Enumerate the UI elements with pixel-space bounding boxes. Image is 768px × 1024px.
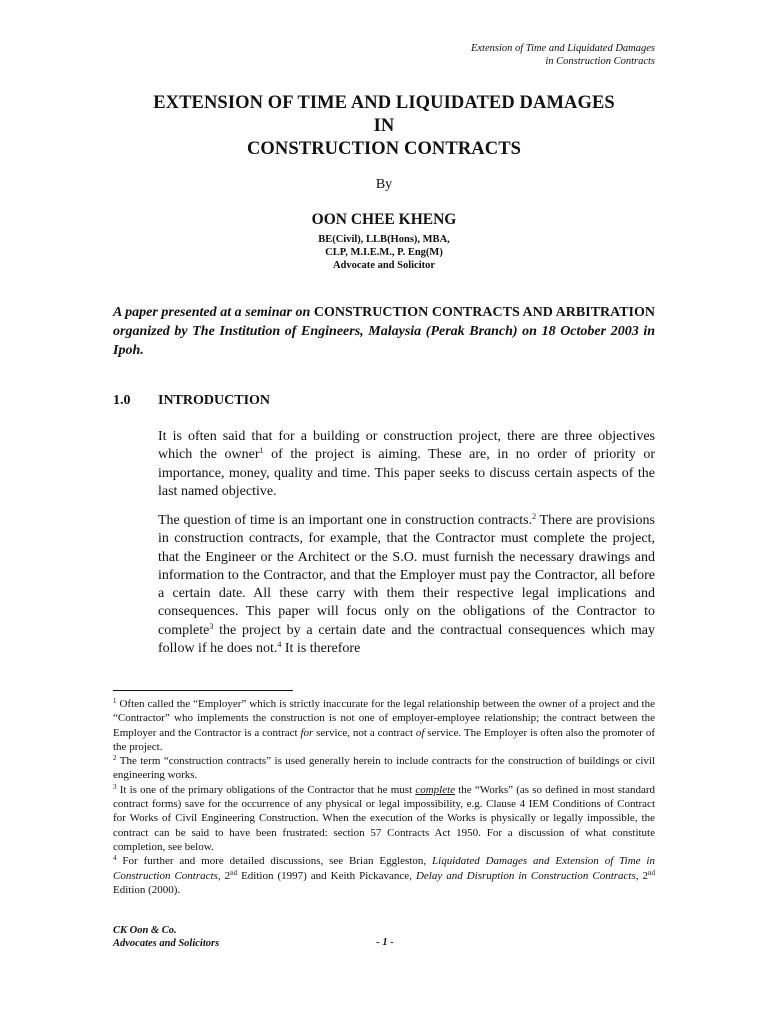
footnote-3 (113, 783, 655, 854)
footnote-1-number: 1 (113, 697, 117, 705)
footnote-4-ordinal-1: nd (230, 868, 238, 877)
paragraph-1-text-a: It is often said that for a building or construction project, there are three objectives which the owner (158, 429, 655, 463)
footnote-ref-4: 4 (277, 640, 282, 650)
by-line: By (375, 177, 393, 192)
title-line-1: EXTENSION OF TIME AND LIQUIDATED DAMAGES (153, 93, 615, 113)
footer-firm (113, 924, 219, 950)
section-number: 1.0 (113, 393, 131, 408)
footnotes (113, 697, 655, 897)
author-credentials (0, 233, 768, 272)
footnote-1-text-a: Often called the “Employer” which is strictly inaccurate for the legal relationship between the owner of a project and the “Contractor” who implements the construction is not one of employer-employee relationship; the contract between the Employer and the Contractor is a contract (113, 698, 655, 739)
running-header-line-2: in Construction Contracts (545, 56, 655, 67)
footnote-1-italic-for: for (300, 726, 314, 739)
abstract-text-1: A paper presented at a seminar on (113, 305, 314, 320)
footnote-4-book-title-2: Delay and Disruption in Construction Contracts (415, 869, 636, 882)
credentials-line-3: Advocate and Solicitor (332, 260, 436, 271)
footnote-4-text-e: Edition (2000). (113, 883, 181, 896)
paragraph-2-text-d: It is therefore (281, 641, 361, 657)
footnote-3-text-a: It is one of the primary obligations of the Contractor that he must (116, 783, 416, 796)
credentials-line-2: CLP, M.I.E.M., P. Eng(M) (325, 247, 443, 258)
footnote-4-text-c: Edition (1997) and Keith Pickavance, (237, 869, 416, 882)
paragraph-2-text-b: There are provisions in construction contracts, for example, that the Contractor must complete the project, that the Engineer or the Architect or the S.O. must furnish the necessary drawings and information to the Contractor, and that the Employer must pay the Contractor, all before a certain date. All these carry with them their respective legal implications and consequences. This paper will focus only on the obligations of the Contractor to complete (158, 513, 655, 638)
footnote-4-text-a: For further and more detailed discussions, see Brian Eggleston, (116, 855, 433, 868)
footer-firm-subtitle: Advocates and Solicitors (113, 938, 220, 949)
footnote-ref-2: 2 (532, 512, 537, 521)
footnote-4-book-title-1: Liquidated Damages and Extension of Time in Construction Contracts (113, 855, 655, 882)
title-line-3: CONSTRUCTION CONTRACTS (246, 139, 522, 159)
page-number: - 1 - (376, 937, 394, 948)
section-heading (113, 393, 653, 409)
paragraph-1-text-b: of the project is aiming. These are, in no order of priority or importance, money, quality and time. This paper seeks to discuss certain aspects of the last named objective. (158, 447, 655, 499)
footnote-ref-3: 3 (209, 621, 214, 631)
footnote-1-text-b: service, not a contract (313, 726, 416, 739)
footnote-2-number: 2 (113, 754, 117, 763)
footnote-3-number: 3 (113, 782, 117, 791)
footnote-4 (113, 854, 655, 897)
footnote-3-underlined-complete: complete (415, 783, 456, 796)
footnote-4-text-d: , 2 (635, 869, 649, 882)
footnote-2-text: The term “construction contracts” is used generally herein to include contracts for the construction of buildings or civil engineering works. (113, 755, 655, 782)
section-title: INTRODUCTION (158, 393, 271, 408)
paragraph-2-text-a: The question of time is an important one in construction contracts. (158, 513, 533, 528)
footnote-2 (113, 754, 655, 783)
footnote-1-italic-of: of (415, 726, 425, 739)
paragraph-1 (158, 428, 655, 501)
footnote-4-ordinal-2: nd (648, 868, 656, 877)
footnote-3-text-b: the “Works” (as so defined in most standard contract forms) save for the occurrence of any physical or legal impossibility, e.g. Clause 4 IEM Conditions of Contract for Works of Civil Engineering Construction. When the execution of the Works is physically or legally impossible, the contract can be said to have been frustrated: section 57 Contracts Act 1950. For a discussion of what constitute completion, see below. (113, 783, 656, 853)
running-header (0, 42, 655, 68)
footnote-1 (113, 697, 655, 754)
document-title (0, 92, 768, 161)
footnote-1-text-c: service. The Employer is often also the promoter of the project. (113, 726, 655, 753)
footnote-4-text-b: , 2 (217, 869, 231, 882)
footer-firm-name: CK Oon & Co. (113, 925, 177, 936)
credentials-line-1: BE(Civil), LLB(Hons), MBA, (318, 234, 450, 245)
title-line-2: IN (373, 116, 395, 136)
abstract-statement (113, 303, 655, 360)
abstract-seminar-name: CONSTRUCTION CONTRACTS AND ARBITRATION (313, 305, 655, 320)
paragraph-2 (158, 512, 655, 658)
running-header-line-1: Extension of Time and Liquidated Damages (470, 43, 655, 54)
footnote-4-number: 4 (113, 854, 117, 863)
author-name: OON CHEE KHENG (311, 211, 457, 228)
abstract-text-2: organized by The Institution of Engineers, Malaysia (Perak Branch) on 18 October 2003 in Ipoh. (113, 324, 655, 358)
footnote-divider (113, 690, 293, 691)
paragraph-2-text-c: the project by a certain date and the contractual consequences which may follow if he does not. (158, 622, 655, 657)
footnote-ref-1: 1 (259, 446, 264, 456)
